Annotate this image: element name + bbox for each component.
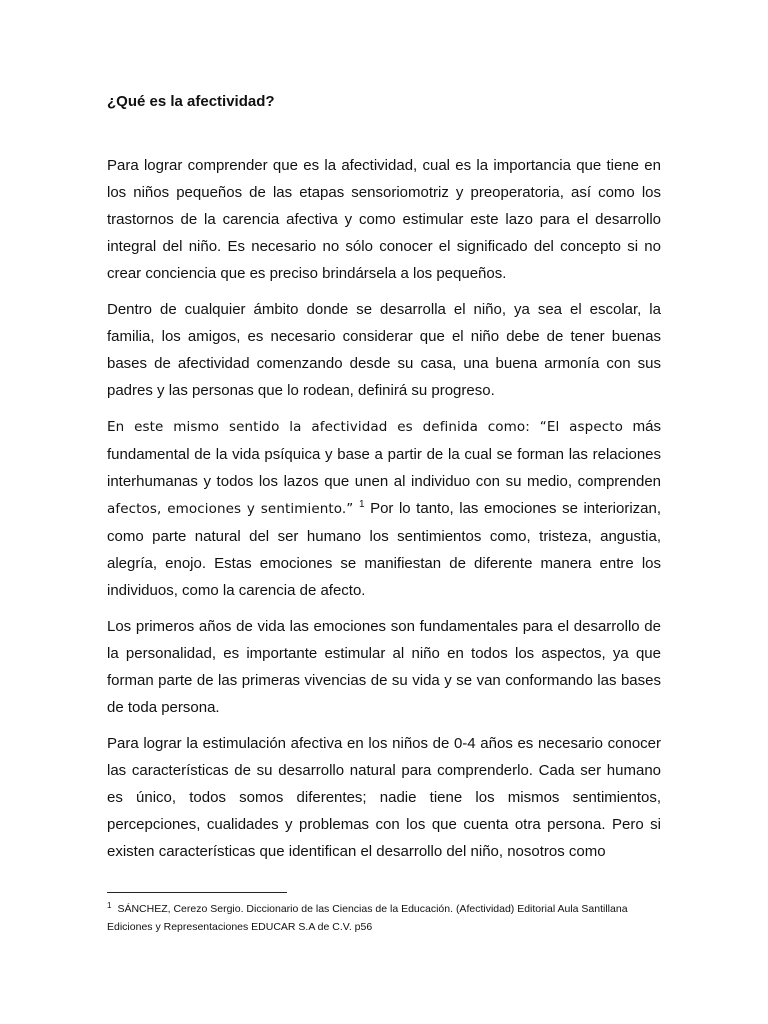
footnote (107, 900, 662, 936)
footnote-reference[interactable]: 1 (358, 499, 365, 510)
quote-text: más fundamental de la vida psíquica y base a partir de la cual se forman las relaciones interhumanas y todos los lazos que unen al individuo con su medio, comprenden (107, 418, 661, 490)
footnote-number: 1 (107, 901, 112, 910)
section-heading: ¿Qué es la afectividad? (107, 93, 275, 110)
paragraph-1: Para lograr comprender que es la afectividad, cual es la importancia que tiene en los niños pequeños de las etapas sensoriomotriz y preoperatoria, así como los trastornos de la carencia afectiva y como estimular este lazo para el desarrollo integral del niño. Es necesario no sólo conocer el significado del concepto si no crear conciencia que es preciso brindársela a los pequeños. (107, 157, 661, 282)
paragraph-5: Para lograr la estimulación afectiva en los niños de 0-4 años es necesario conocer las características de su desarrollo natural para comprenderlo. Cada ser humano es único, todos somos diferentes; nadie tiene los mismos sentimientos, percepciones, cualidades y problemas con los que cuenta otra persona. Pero si existen características que identifican el desarrollo del niño, nosotros como (107, 735, 661, 860)
paragraph-4: Los primeros años de vida las emociones son fundamentales para el desarrollo de la personalidad, es importante estimular al niño en todos los aspectos, ya que forman parte de las primeras vivencias de su vida y se van conformando las bases de toda persona. (107, 618, 661, 716)
paragraph-2: Dentro de cualquier ámbito donde se desarrolla el niño, ya sea el escolar, la familia, los amigos, es necesario considerar que el niño debe de tener buenas bases de afectividad comenzando desde su casa, una buena armonía con sus padres y las personas que lo rodean, definirá su progreso. (107, 301, 661, 399)
footnote-divider (107, 892, 287, 893)
quote-end: afectos, emociones y sentimiento.” (107, 501, 354, 517)
footnote-text: SÁNCHEZ, Cerezo Sergio. Diccionario de las Ciencias de la Educación. (Afectividad) Editorial Aula Santillana Ediciones y Representaciones EDUCAR S.A de C.V. p56 (107, 903, 628, 933)
paragraph-3 (107, 413, 661, 604)
body-text (107, 152, 661, 874)
paragraph-3-rest: Por lo tanto, las emociones se interiorizan, como parte natural del ser humano los sentimientos como, tristeza, angustia, alegría, enojo. Estas emociones se manifiestan de diferente manera entre los individuos, como la carencia de afecto. (107, 500, 661, 599)
quote-intro: En este mismo sentido la afectividad es definida como: “El aspecto (107, 419, 624, 435)
